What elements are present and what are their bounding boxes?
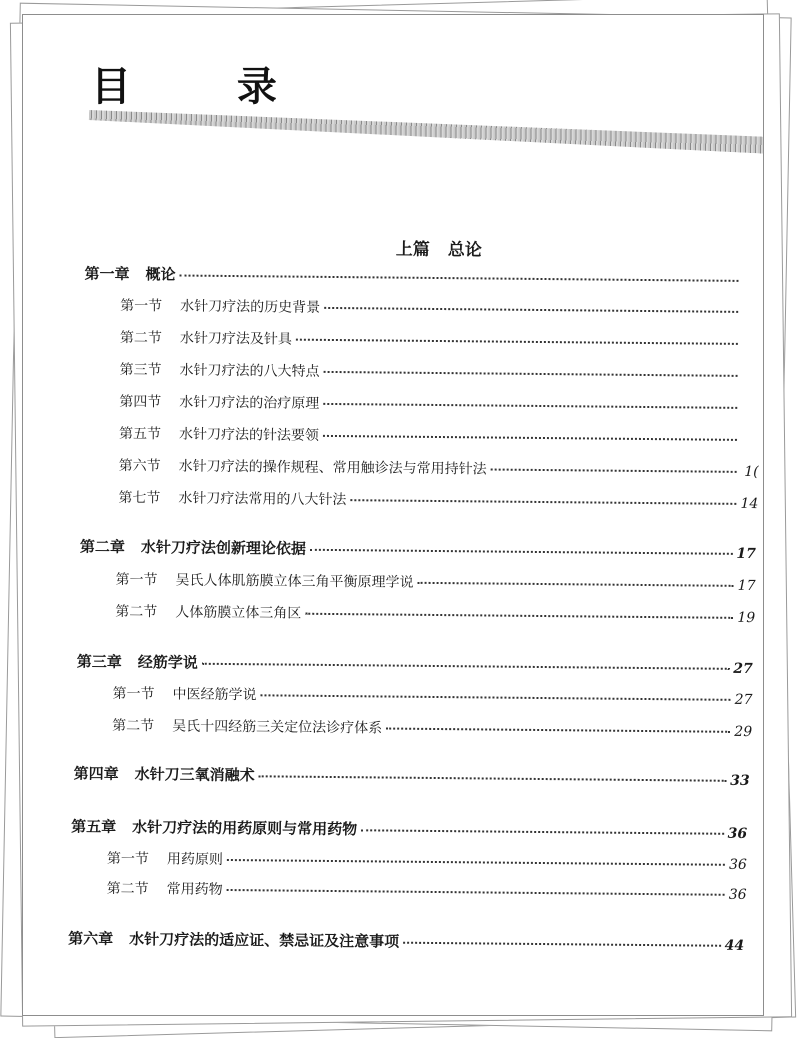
chapter-number: 第一章 (84, 263, 129, 284)
section-title: 水针刀疗法的历史背景 (180, 296, 320, 317)
dot-leader (259, 775, 726, 781)
chapter-number: 第五章 (71, 816, 116, 837)
dot-leader (324, 371, 738, 377)
toc-title: 目 录 (91, 55, 323, 112)
page-number: 33 (730, 773, 750, 789)
section-title: 水针刀疗法的治疗原理 (179, 392, 319, 413)
dot-leader (361, 829, 723, 834)
section-number: 第二节 (120, 327, 162, 347)
dot-leader (202, 663, 729, 670)
dot-leader (323, 435, 737, 441)
toc-body (22, 15, 763, 1016)
section-title: 水针刀疗法的八大特点 (180, 360, 320, 381)
dot-leader (180, 275, 739, 282)
dot-leader (227, 859, 725, 866)
section-entry[interactable] (119, 391, 759, 417)
section-number: 第三节 (120, 359, 162, 379)
chapter-number: 第三章 (77, 651, 122, 672)
chapter-title: 水针刀疗法的用药原则与常用药物 (132, 816, 357, 839)
dot-leader (296, 339, 738, 345)
page-number: 17 (737, 578, 755, 594)
part-heading (396, 235, 500, 261)
chapter-title: 经筋学说 (138, 651, 198, 673)
dot-leader (323, 403, 737, 409)
chapter-entry[interactable] (71, 816, 747, 843)
dot-leader (305, 613, 733, 619)
chapter-entry[interactable] (74, 763, 750, 790)
section-entry[interactable] (115, 601, 755, 627)
part-name: 总论 (448, 240, 482, 260)
section-title: 常用药物 (167, 878, 223, 899)
chapter-entry[interactable] (77, 651, 753, 678)
part-label: 上篇 (396, 240, 430, 260)
section-entry[interactable] (119, 455, 759, 481)
page-number: 36 (729, 857, 747, 873)
chapter-number: 第二章 (80, 536, 125, 557)
section-title: 吴氏人体肌筋膜立体三角平衡原理学说 (175, 569, 413, 591)
section-entry[interactable] (115, 569, 755, 595)
page-number: 19 (737, 610, 755, 626)
section-number: 第七节 (118, 487, 160, 507)
section-number: 第六节 (119, 455, 161, 475)
page-number: 17 (736, 546, 756, 562)
section-entry[interactable] (120, 327, 760, 353)
chapter-title: 水针刀三氧消融术 (135, 763, 255, 785)
dot-leader (324, 307, 738, 313)
page-number: 29 (734, 724, 752, 740)
section-title: 水针刀疗法的操作规程、常用触诊法与常用持针法 (179, 456, 487, 479)
dot-leader (350, 499, 736, 505)
dot-leader (386, 728, 730, 733)
section-entry[interactable] (119, 423, 759, 449)
chapter-entry[interactable] (84, 263, 760, 290)
page-number: 1( (741, 464, 759, 480)
section-entry[interactable] (120, 359, 760, 385)
section-title: 水针刀疗法的针法要领 (179, 424, 319, 445)
dot-leader (310, 549, 732, 555)
toc-page (22, 14, 764, 1016)
section-number: 第二节 (107, 878, 149, 898)
dot-leader (260, 694, 730, 701)
page-number: 14 (740, 496, 758, 512)
dot-leader (491, 469, 737, 473)
page-number: 36 (729, 887, 747, 903)
section-title: 用药原则 (167, 848, 223, 869)
section-title: 人体筋膜立体三角区 (175, 601, 301, 622)
section-number: 第一节 (115, 569, 157, 589)
page-number: 27 (734, 692, 752, 708)
chapter-title: 概论 (145, 263, 175, 284)
chapter-title: 水针刀疗法的适应证、禁忌证及注意事项 (129, 928, 399, 952)
section-number: 第四节 (119, 391, 161, 411)
section-number: 第二节 (112, 715, 154, 735)
chapter-entry[interactable] (80, 536, 756, 563)
section-number: 第二节 (115, 601, 157, 621)
page-number: 27 (733, 661, 753, 677)
dot-leader (418, 582, 734, 587)
chapter-number: 第六章 (68, 927, 113, 948)
section-entry[interactable] (107, 878, 747, 904)
chapter-title: 水针刀疗法创新理论依据 (141, 536, 306, 559)
section-number: 第一节 (120, 295, 162, 315)
dot-leader (227, 889, 725, 896)
section-entry[interactable] (120, 295, 760, 321)
section-number: 第五节 (119, 423, 161, 443)
chapter-entry[interactable] (68, 927, 744, 954)
section-number: 第一节 (112, 683, 154, 703)
chapter-number: 第四章 (74, 763, 119, 784)
page-number: 44 (725, 938, 745, 954)
page-number: 36 (728, 826, 748, 842)
section-entry[interactable] (107, 848, 747, 874)
section-entry[interactable] (118, 487, 758, 513)
section-title: 吴氏十四经筋三关定位法诊疗体系 (172, 715, 382, 737)
dot-leader (403, 942, 720, 947)
section-entry[interactable] (112, 715, 752, 741)
section-entry[interactable] (112, 683, 752, 709)
section-title: 中医经筋学说 (172, 683, 256, 704)
section-title: 水针刀疗法及针具 (180, 328, 292, 349)
section-title: 水针刀疗法常用的八大针法 (178, 488, 346, 510)
section-number: 第一节 (107, 848, 149, 868)
